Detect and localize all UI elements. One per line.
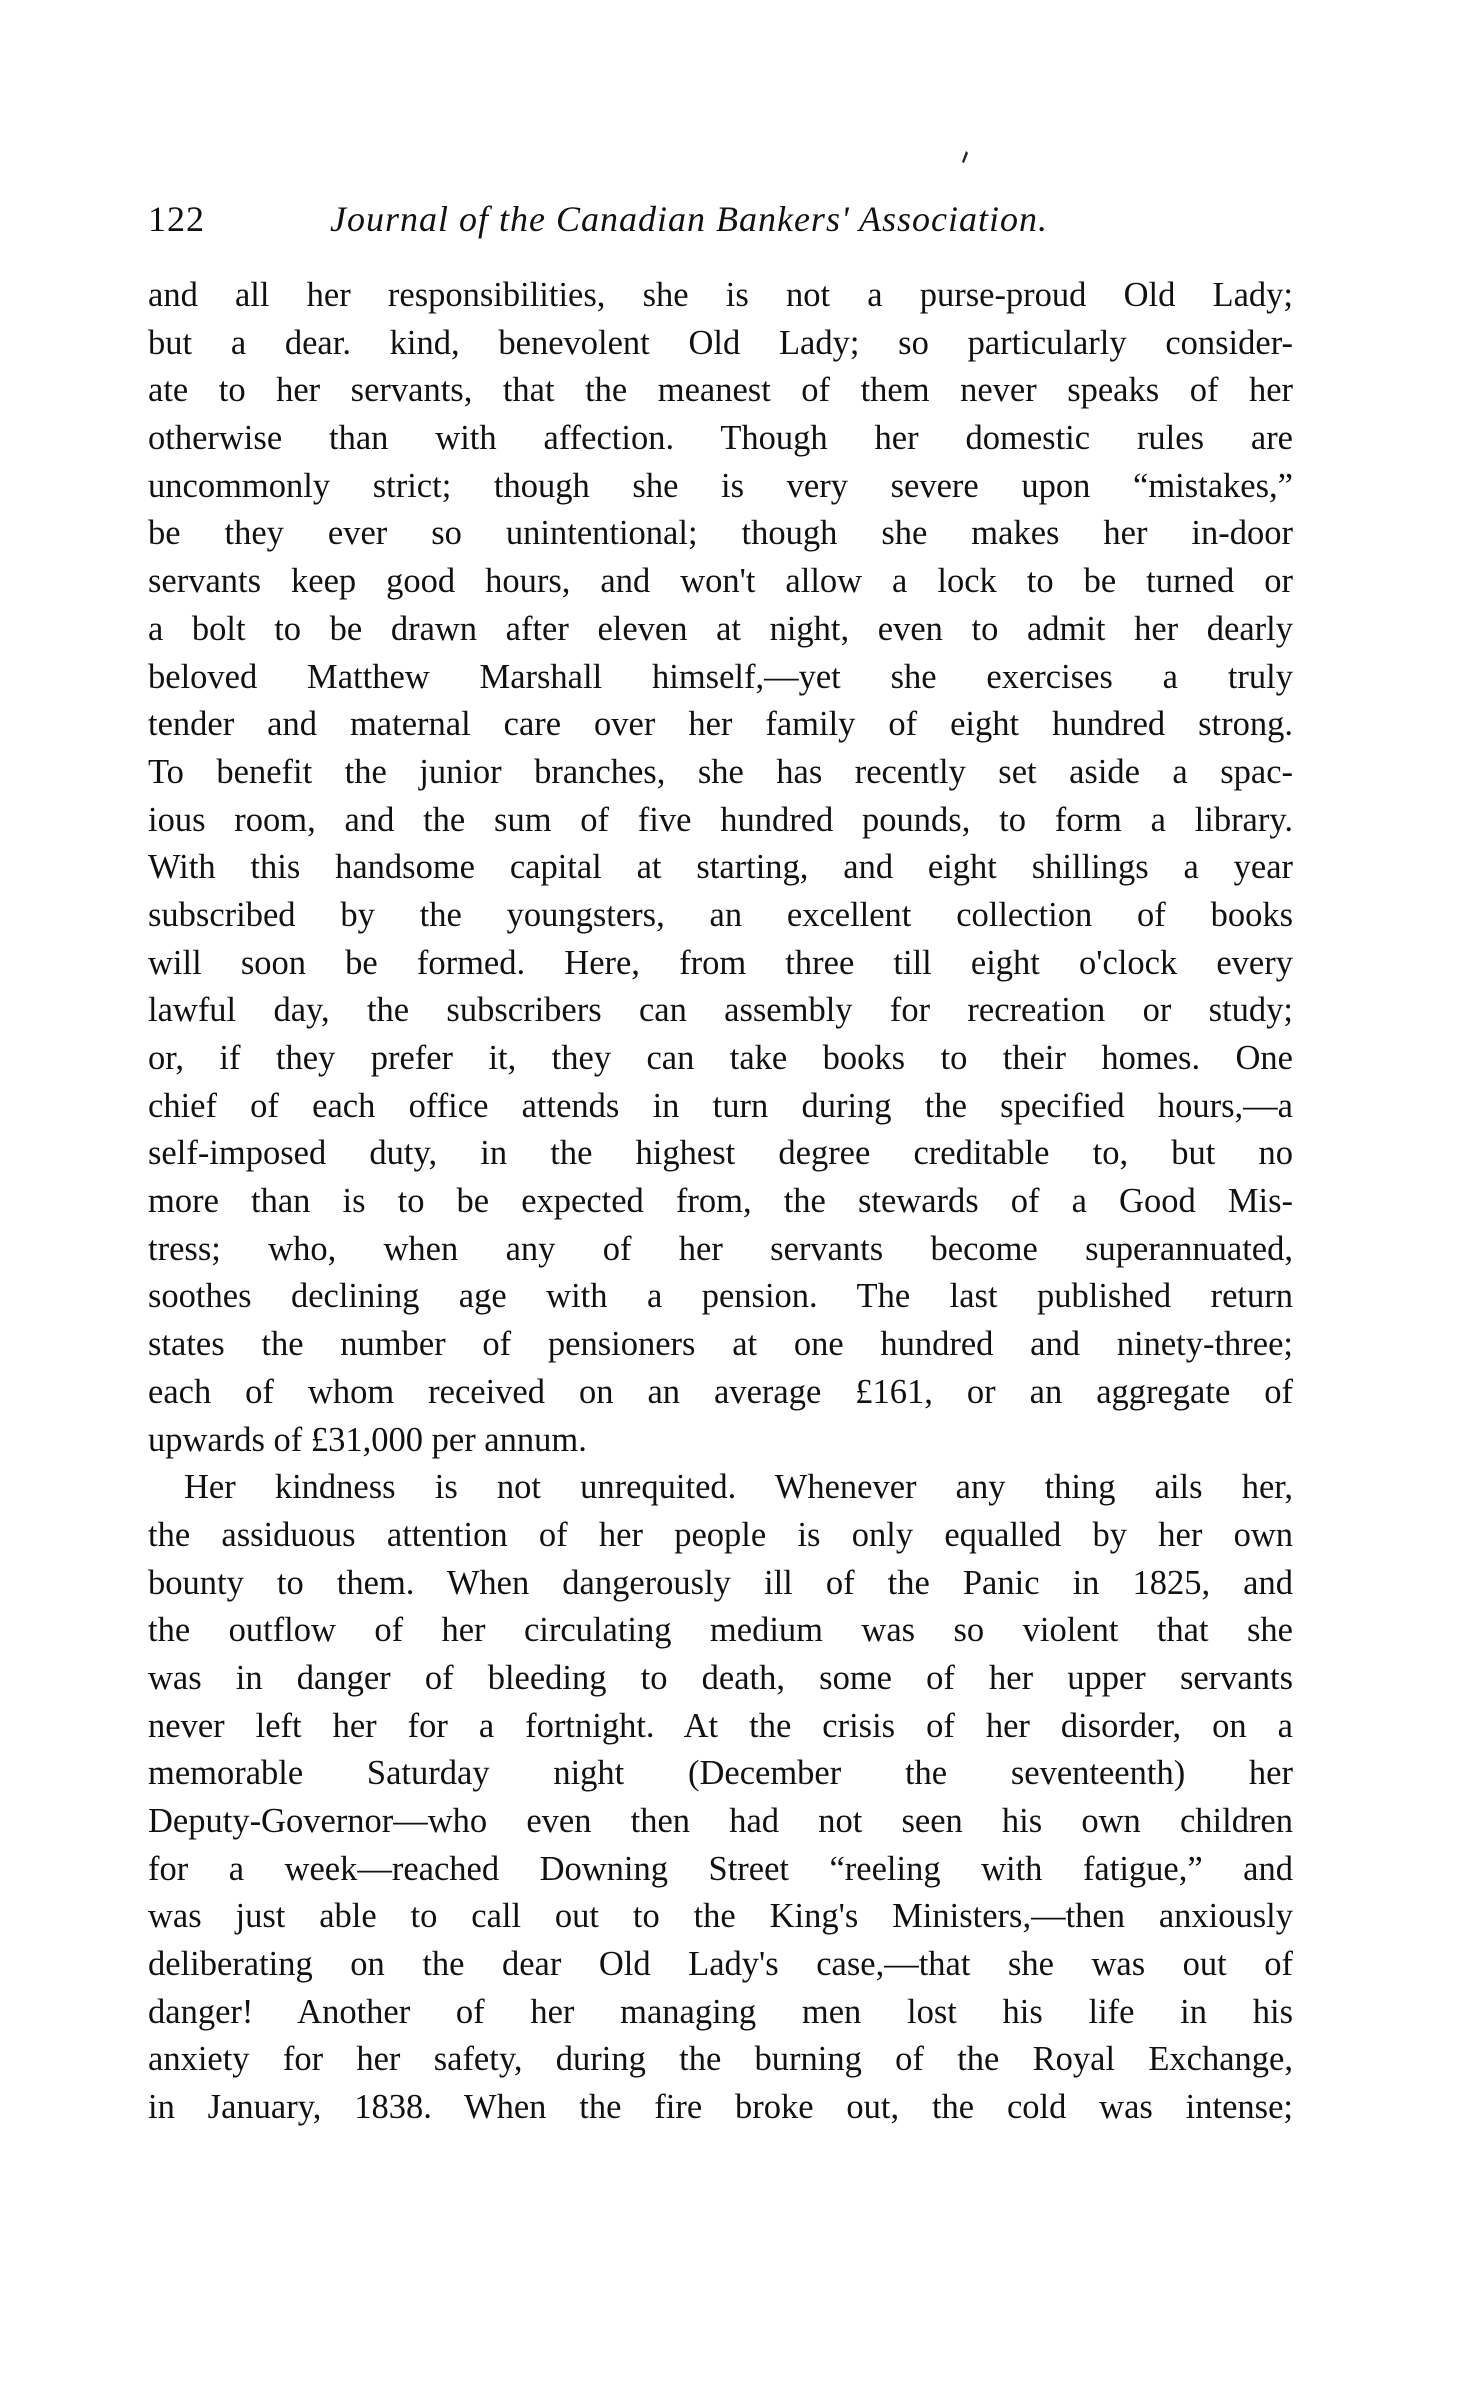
text-line: ate to her servants, that the meanest of them never speaks of her: [148, 371, 1293, 410]
text-line: beloved Matthew Marshall himself,—yet she exercises a truly: [148, 657, 1293, 696]
paragraph-1: [148, 272, 1293, 1464]
text-line: and all her responsibilities, she is not a purse-proud Old Lady;: [148, 276, 1293, 314]
page-header: [148, 198, 1288, 250]
text-line: or, if they prefer it, they can take books to their homes. One: [148, 1039, 1293, 1077]
text-line: memorable Saturday night (December the seventeenth) her: [148, 1754, 1293, 1793]
text-line: chief of each office attends in turn during the specified hours,—a: [148, 1086, 1293, 1125]
text-line: the outflow of her circulating medium was so violent that she: [148, 1611, 1293, 1650]
text-line: never left her for a fortnight. At the crisis of her disorder, on a: [148, 1706, 1293, 1745]
text-line: self-imposed duty, in the highest degree creditable to, but no: [148, 1134, 1293, 1173]
text-line: soothes declining age with a pension. The last published return: [148, 1277, 1293, 1316]
text-line: but a dear. kind, benevolent Old Lady; so particularly consider-: [148, 323, 1293, 362]
body-text: [148, 272, 1293, 2132]
text-line: To benefit the junior branches, she has recently set aside a spac-: [148, 752, 1293, 791]
text-line: more than is to be expected from, the stewards of a Good Mis-: [148, 1182, 1293, 1221]
text-line: tender and maternal care over her family of eight hundred strong.: [148, 705, 1293, 744]
text-line: subscribed by the youngsters, an excellent collection of books: [148, 895, 1293, 934]
running-head: Journal of the Canadian Bankers' Association.: [330, 199, 1048, 239]
text-line: states the number of pensioners at one hundred and ninety-three;: [148, 1325, 1293, 1364]
text-line: otherwise than with affection. Though her domestic rules are: [148, 419, 1293, 458]
text-line: be they ever so unintentional; though she makes her in-door: [148, 514, 1293, 553]
text-line: Deputy-Governor—who even then had not seen his own children: [148, 1802, 1293, 1840]
text-line: bounty to them. When dangerously ill of the Panic in 1825, and: [148, 1563, 1293, 1602]
text-line: Her kindness is not unrequited. Whenever any thing ails her,: [184, 1468, 1293, 1507]
text-line: upwards of £31,000 per annum.: [148, 1420, 587, 1459]
text-line: danger! Another of her managing men lost his life in his: [148, 1992, 1293, 2031]
text-line: With this handsome capital at starting, and eight shillings a year: [148, 848, 1293, 887]
text-line: was in danger of bleeding to death, some of her upper servants: [148, 1658, 1293, 1697]
text-line: for a week—reached Downing Street “reeling with fatigue,” and: [148, 1849, 1293, 1888]
text-line: ious room, and the sum of five hundred pounds, to form a library.: [148, 800, 1293, 839]
text-line: will soon be formed. Here, from three till eight o'clock every: [148, 943, 1293, 982]
text-line: the assiduous attention of her people is only equalled by her own: [148, 1515, 1293, 1554]
page-number: 122: [148, 199, 205, 239]
text-line: in January, 1838. When the fire broke out, the cold was intense;: [148, 2088, 1293, 2127]
text-line: deliberating on the dear Old Lady's case,—that she was out of: [148, 1945, 1293, 1984]
text-line: was just able to call out to the King's Ministers,—then anxiously: [148, 1897, 1293, 1936]
text-line: uncommonly strict; though she is very severe upon “mistakes,”: [148, 466, 1293, 505]
text-line: a bolt to be drawn after eleven at night, even to admit her dearly: [148, 609, 1293, 648]
paragraph-2: [148, 1464, 1293, 2132]
text-line: lawful day, the subscribers can assembly for recreation or study;: [148, 991, 1293, 1030]
text-line: servants keep good hours, and won't allow a lock to be turned or: [148, 562, 1293, 601]
text-line: anxiety for her safety, during the burning of the Royal Exchange,: [148, 2040, 1293, 2079]
text-line: tress; who, when any of her servants become superannuated,: [148, 1229, 1293, 1268]
printer-mark: [960, 150, 970, 164]
text-line: each of whom received on an average £161, or an aggregate of: [148, 1372, 1293, 1411]
